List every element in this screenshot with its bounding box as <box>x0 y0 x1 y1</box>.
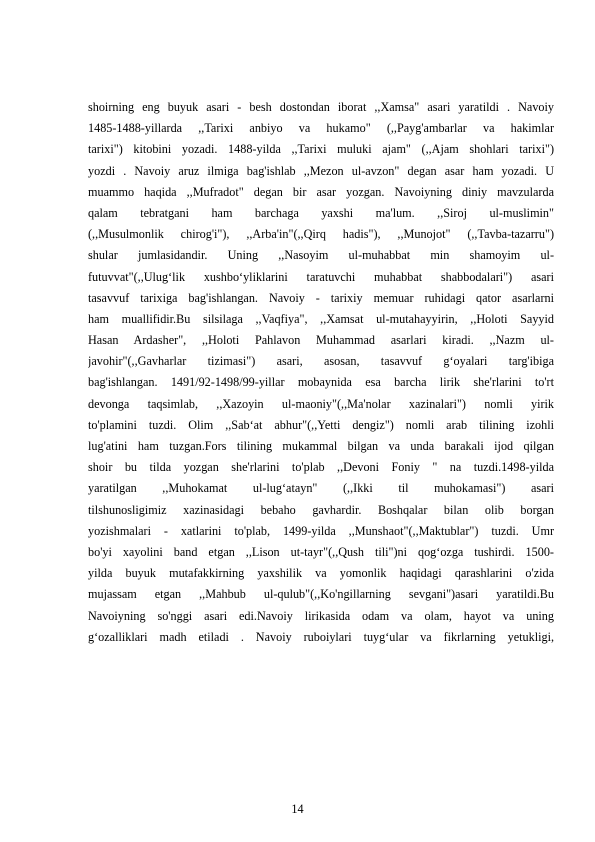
text-line: g‘ozalliklari madh etiladi . Navoiy ruboiylari tuyg‘ular va fikrlarning yetukligi, <box>88 629 554 644</box>
text-line: mujassam etgan ,,Mahbub ul-qulub"(,,Ko'ngillarning sevgani")asari yaratildi.Bu <box>88 587 554 602</box>
text-line: devonga taqsimlab, ,,Xazoyin ul-maoniy"(,,Ma'nolar xazinalari") nomli yirik <box>88 396 554 411</box>
page-number: 14 <box>291 802 304 816</box>
text-line: lug'atini ham tuzgan.Fors tilining mukammal bilgan va unda barakali ijod qilgan <box>88 439 554 453</box>
text-line: bag'ishlangan. 1491/92-1498/99-yillar mobaynida esa barcha lirik she'rlarini to'rt <box>88 375 554 390</box>
text-line: tilshunosligimiz xazinasidagi bebaho gavhardir. Boshqalar bilan olib borgan <box>88 502 554 517</box>
text-line: yozishmalari - xatlarini to'plab, 1499-yilda ,,Munshaot"(,,Maktublar") tuzdi. Umr <box>88 523 554 538</box>
text-line: 1485-1488-yillarda ,,Tarixi anbiyo va hukamo" (,,Payg'ambarlar va hakimlar <box>88 121 554 136</box>
text-line: shular jumlasidandir. Uning ,,Nasoyim ul-muhabbat min shamoyim ul- <box>88 248 554 263</box>
text-line: tarixi") kitobini yozadi. 1488-yilda ,,Tarixi muluki ajam" (,,Ajam shohlari tarixi") <box>88 142 554 157</box>
text-line: (,,Musulmonlik chirog'i"), ,,Arba'in"(,,Qirq hadis"), ,,Munojot" (,,Tavba-tazarru") <box>88 227 554 242</box>
text-line: qalam tebratgani ham barchaga yaxshi ma'lum. ,,Siroj ul-muslimin" <box>88 205 554 220</box>
text-line: javohir"(,,Gavharlar tizimasi") asari, asosan, tasavvuf g‘oyalari targ'ibiga <box>88 354 554 369</box>
body-text <box>88 97 554 648</box>
text-line: tasavvuf tarixiga bag'ishlangan. Navoiy - tarixiy memuar ruhidagi qator asarlarni <box>88 290 554 305</box>
text-line: yilda buyuk mutafakkirning yaxshilik va yomonlik haqidagi qarashlarini o'zida <box>88 566 554 581</box>
text-line: ham muallifidir.Bu silsilaga ,,Vaqfiya", ,,Xamsat ul-mutahayyirin, ,,Holoti Sayyid <box>88 311 554 326</box>
text-line: yozdi . Navoiy aruz ilmiga bag'ishlab ,,Mezon ul-avzon" degan asar ham yozadi. U <box>88 163 554 178</box>
text-line: to'plamini tuzdi. Olim ,,Sab‘at abhur"(,,Yetti dengiz") nomli arab tilining izohli <box>88 417 554 432</box>
text-line: shoirning eng buyuk asari - besh dostondan iborat ,,Xamsa" asari yaratildi . Navoiy <box>88 100 554 114</box>
text-line: yaratilgan ,,Muhokamat ul-lug‘atayn" (,,Ikki til muhokamasi") asari <box>88 481 554 496</box>
text-line: futuvvat"(,,Ulug‘lik xushbo‘yliklarini taratuvchi muhabbat shabbodalari") asari <box>88 269 554 284</box>
text-line: Hasan Ardasher", ,,Holoti Pahlavon Muhammad asarlari kiradi. ,,Nazm ul- <box>88 333 554 348</box>
text-line: bo'yi xayolini band etgan ,,Lison ut-tayr"(,,Qush tili")ni qog‘ozga tushirdi. 1500- <box>88 544 554 559</box>
text-line: shoir bu tilda yozgan she'rlarini to'plab ,,Devoni Foniy " na tuzdi.1498-yilda <box>88 460 554 475</box>
text-line: muammo haqida ,,Mufradot" degan bir asar yozgan. Navoiyning diniy mavzularda <box>88 184 554 199</box>
text-line: Navoiyning so'nggi asari edi.Navoiy lirikasida odam va olam, hayot va uning <box>88 608 554 623</box>
